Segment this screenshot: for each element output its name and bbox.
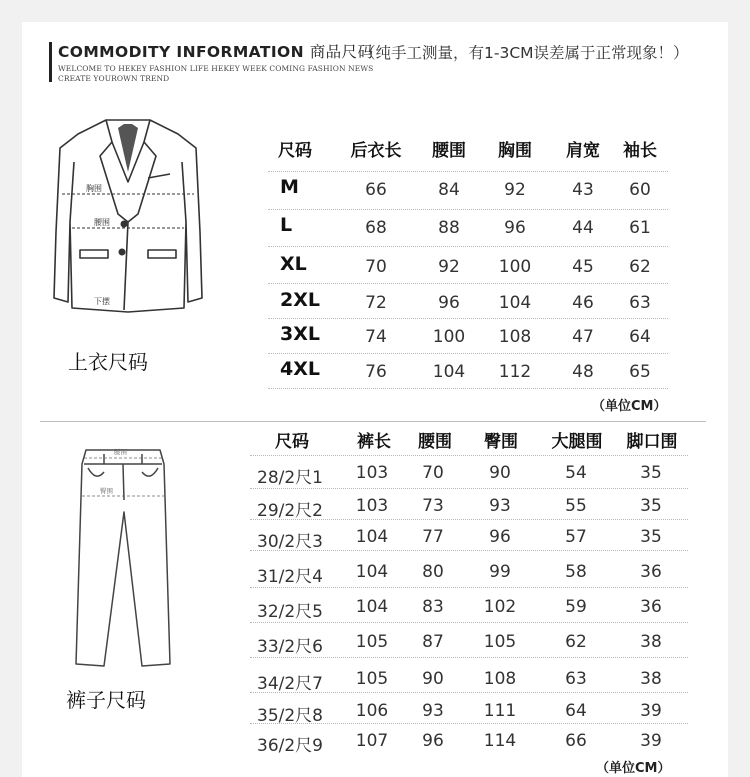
jacket-table-cell: 76	[365, 362, 387, 382]
pants-table-cell: 102	[483, 597, 517, 617]
table-row-divider	[268, 353, 668, 354]
jacket-table-cell: 92	[438, 257, 460, 277]
pants-size-label: 35/2尺8	[257, 706, 323, 726]
pants-table-cell: 96	[422, 731, 444, 751]
jacket-table-cell: 72	[365, 293, 387, 313]
pants-col-header: 脚口围	[626, 432, 678, 452]
jacket-table-cell: 96	[438, 293, 460, 313]
pants-size-label: 28/2尺1	[257, 468, 323, 488]
table-row-divider	[268, 388, 668, 389]
table-row-divider	[250, 455, 688, 456]
pants-table-cell: 103	[355, 496, 389, 516]
pants-table-cell: 63	[565, 669, 587, 689]
pants-table-cell: 39	[640, 701, 662, 721]
jacket-size-label: L	[280, 214, 293, 236]
pants-table-cell: 64	[565, 701, 587, 721]
header-subtitle-line1: WELCOME TO HEKEY FASHION LIFE HEKEY WEEK COMING FASHION NEWS	[58, 64, 374, 73]
section-divider	[40, 421, 706, 422]
pants-table-cell: 105	[355, 632, 389, 652]
jacket-col-header: 袖长	[623, 141, 657, 161]
pants-table-cell: 106	[355, 701, 389, 721]
jacket-table-cell: 64	[629, 327, 651, 347]
pants-table-cell: 80	[422, 562, 444, 582]
pants-table-cell: 103	[355, 463, 389, 483]
jacket-table-cell: 96	[504, 218, 526, 238]
jacket-col-header: 腰围	[432, 141, 466, 161]
jacket-size-label: 4XL	[280, 358, 320, 380]
pants-caption: 裤子尺码	[66, 688, 146, 712]
jacket-col-header: 肩宽	[566, 141, 600, 161]
jacket-table-cell: 61	[629, 218, 651, 238]
pants-table-cell: 66	[565, 731, 587, 751]
pants-table-cell: 59	[565, 597, 587, 617]
pants-table-cell: 93	[489, 496, 511, 516]
pants-unit-note: （单位CM）	[596, 761, 671, 776]
pants-table-cell: 77	[422, 527, 444, 547]
pants-col-header: 腰围	[418, 432, 452, 452]
pants-table-cell: 87	[422, 632, 444, 652]
pants-table-cell: 105	[483, 632, 517, 652]
pants-table-cell: 35	[640, 527, 662, 547]
jacket-table-cell: 108	[498, 327, 532, 347]
jacket-table-cell: 70	[365, 257, 387, 277]
jacket-table-cell: 48	[572, 362, 594, 382]
pants-table-cell: 99	[489, 562, 511, 582]
pants-waist-label: 腰围	[114, 448, 127, 456]
pants-table-cell: 36	[640, 562, 662, 582]
pants-table-cell: 104	[355, 597, 389, 617]
table-row-divider	[250, 622, 688, 623]
jacket-table-cell: 88	[438, 218, 460, 238]
pants-size-label: 36/2尺9	[257, 736, 323, 756]
pants-table-cell: 35	[640, 463, 662, 483]
header-accent-bar	[49, 42, 52, 82]
pants-table-cell: 108	[483, 669, 517, 689]
header-note: （纯手工测量，有1-3CM误差属于正常现象！）	[360, 44, 689, 62]
pants-table-cell: 39	[640, 731, 662, 751]
pants-table-cell: 93	[422, 701, 444, 721]
jacket-table-cell: 46	[572, 293, 594, 313]
table-row-divider	[268, 209, 668, 210]
pants-illustration	[68, 442, 178, 672]
pants-table-cell: 111	[483, 701, 517, 721]
jacket-table-cell: 66	[365, 180, 387, 200]
pants-table-cell: 104	[355, 527, 389, 547]
pants-table-cell: 36	[640, 597, 662, 617]
pants-size-label: 32/2尺5	[257, 602, 323, 622]
pants-size-label: 31/2尺4	[257, 567, 323, 587]
jacket-table-cell: 43	[572, 180, 594, 200]
pants-col-header: 裤长	[357, 432, 391, 452]
jacket-table-cell: 44	[572, 218, 594, 238]
pants-table-cell: 96	[489, 527, 511, 547]
table-row-divider	[250, 657, 688, 658]
pants-table-cell: 107	[355, 731, 389, 751]
jacket-table-cell: 104	[498, 293, 532, 313]
jacket-caption: 上衣尺码	[68, 350, 148, 374]
jacket-table-cell: 104	[432, 362, 466, 382]
jacket-table-cell: 47	[572, 327, 594, 347]
table-row-divider	[268, 171, 668, 172]
pants-table-cell: 114	[483, 731, 517, 751]
jacket-table-cell: 84	[438, 180, 460, 200]
header-subtitle-line2: CREATE YOUROWN TREND	[58, 74, 170, 83]
jacket-table-cell: 65	[629, 362, 651, 382]
jacket-unit-note: （单位CM）	[592, 399, 667, 414]
pants-table-cell: 83	[422, 597, 444, 617]
pants-size-label: 33/2尺6	[257, 637, 323, 657]
pants-table-cell: 57	[565, 527, 587, 547]
table-row-divider	[268, 246, 668, 247]
jacket-table-cell: 74	[365, 327, 387, 347]
pants-col-header: 大腿围	[551, 432, 603, 452]
pants-table-cell: 104	[355, 562, 389, 582]
jacket-size-label: XL	[280, 253, 307, 275]
jacket-hem-label: 下摆	[94, 297, 110, 306]
jacket-illustration	[48, 112, 208, 322]
pants-table-cell: 54	[565, 463, 587, 483]
pants-table-cell: 90	[489, 463, 511, 483]
header-title-cn: 商品尺码	[309, 43, 374, 61]
jacket-table-cell: 100	[432, 327, 466, 347]
jacket-chest-label: 胸围	[86, 184, 102, 193]
pants-table-cell: 105	[355, 669, 389, 689]
pants-hip-label: 臀围	[100, 487, 113, 495]
table-row-divider	[250, 488, 688, 489]
header-title	[58, 40, 373, 62]
jacket-table-cell: 60	[629, 180, 651, 200]
pants-size-label: 30/2尺3	[257, 532, 323, 552]
pants-size-label: 34/2尺7	[257, 674, 323, 694]
pants-table-cell: 58	[565, 562, 587, 582]
table-row-divider	[250, 587, 688, 588]
table-row-divider	[268, 318, 668, 319]
jacket-col-header: 胸围	[498, 141, 532, 161]
pants-table-cell: 38	[640, 669, 662, 689]
pants-table-cell: 35	[640, 496, 662, 516]
jacket-table-cell: 63	[629, 293, 651, 313]
jacket-table-cell: 92	[504, 180, 526, 200]
jacket-size-label: 3XL	[280, 323, 320, 345]
pants-table-cell: 90	[422, 669, 444, 689]
jacket-table-cell: 45	[572, 257, 594, 277]
jacket-table-cell: 62	[629, 257, 651, 277]
jacket-col-header: 尺码	[278, 141, 312, 161]
pants-table-cell: 62	[565, 632, 587, 652]
pants-col-header: 臀围	[484, 432, 518, 452]
table-row-divider	[268, 283, 668, 284]
pants-size-label: 29/2尺2	[257, 501, 323, 521]
pants-table-cell: 73	[422, 496, 444, 516]
jacket-waist-label: 腰围	[94, 218, 110, 227]
pants-col-header: 尺码	[275, 432, 309, 452]
jacket-table-cell: 68	[365, 218, 387, 238]
pants-table-cell: 70	[422, 463, 444, 483]
jacket-table-cell: 112	[498, 362, 532, 382]
jacket-table-cell: 100	[498, 257, 532, 277]
jacket-size-label: 2XL	[280, 289, 320, 311]
pants-table-cell: 38	[640, 632, 662, 652]
pants-table-cell: 55	[565, 496, 587, 516]
jacket-col-header: 后衣长	[350, 141, 402, 161]
jacket-size-label: M	[280, 176, 299, 198]
header-title-en: COMMODITY INFORMATION	[58, 43, 304, 61]
